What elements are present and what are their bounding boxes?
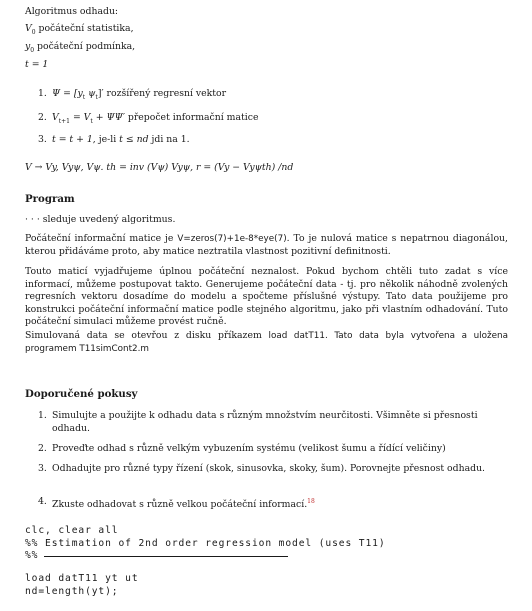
- program-intro: · · · sleduje uvedený algoritmus.: [25, 214, 176, 225]
- matrix-init-code: V=zeros(7)+1e-8*eye(7): [177, 234, 287, 244]
- load-command-code: load datT11: [268, 331, 325, 341]
- algorithm-title: Algoritmus odhadu:: [25, 6, 119, 17]
- program-paragraph-1: Počáteční informační matice je V=zeros(7)+1e-8*eye(7). To je nulová matice s nepatrnou diagonálou, kterou přidáváme proto, aby matice neztratila vlastnost pozitivní definitnosti.: [25, 233, 508, 257]
- program-paragraph-3: Simulovaná data se otevřou z disku příkazem load datT11. Tato data byla vytvořena a uložena programem T11simCont2.m: [25, 330, 508, 354]
- algorithm-step-1: 1. $\Psi = [y_t$ $\psi_t]'$ rozšířený regresní vektor: [38, 88, 227, 101]
- program-file-name: T11simCont2.m: [79, 343, 150, 354]
- algorithm-step-2: 2. $V_{t+1} = V_t + \Psi\Psi'$ přepočet informační matice: [38, 112, 259, 125]
- recommendation-item-2: 2. Proveďte odhad s různě velkým vybuzením systému (velikost šumu a řídící veličiny): [38, 443, 446, 454]
- recommendation-item-1: 1. Simulujte a použijte k odhadu data s různým množstvím neurčitosti. Všimněte si přesnosti odhadu.: [38, 410, 478, 434]
- code-line-2: %% Estimation of 2nd order regression model (uses T11): [25, 538, 386, 549]
- program-paragraph-2: Touto maticí vyjadřujeme úplnou počáteční neznalost. Pokud bychom chtěli tuto zadat s více informací, můžeme postupovat takto. Generujeme počáteční data - tj. pro několik náhodně zvolených regresních vektoru dosadíme do modelu a spočteme příslušné výstupy. Tato data použijeme pro konstrukci počáteční informační matice podle stejného algoritmu, jako při vlastním odhadování. Tuto počáteční simulaci můžeme provést ručně.: [25, 266, 508, 328]
- algorithm-step-3: 3. t = t + 1, je-li t ≤ nd jdi na 1.: [38, 134, 190, 145]
- recommendations-heading: Doporučené pokusy: [25, 388, 138, 400]
- algorithm-summary: V → Vy, Vyψ, Vψ. th = inv (Vψ) Vyψ, r = (Vy − Vyψth) /nd: [25, 162, 294, 173]
- v0-line: $V_0$ počáteční statistika,: [25, 23, 134, 36]
- code-comment-rule: [44, 556, 288, 557]
- footnote-marker: 18: [307, 498, 315, 505]
- recommendation-item-3: 3. Odhadujte pro různé typy řízení (skok, sinusovka, skoky, šum). Porovnejte přesnost odhadu.: [38, 463, 486, 474]
- recommendation-item-4: 4. Zkuste odhadovat s různě velkou počáteční informací.$^{18}$: [38, 496, 315, 511]
- program-heading: Program: [25, 193, 75, 205]
- code-line-3: %%: [25, 550, 39, 561]
- code-line-4: load datT11 yt ut: [25, 573, 139, 584]
- t-init: t = 1: [25, 59, 49, 70]
- y0-line: $y_0$ počáteční podmínka,: [25, 41, 136, 54]
- code-line-5: nd=length(yt);: [25, 586, 119, 597]
- code-line-1: clc, clear all: [25, 525, 119, 536]
